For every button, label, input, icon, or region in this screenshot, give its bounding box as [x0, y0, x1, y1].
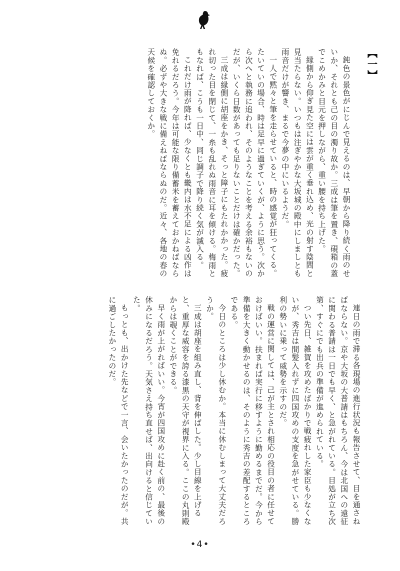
- page-number: •4•: [190, 540, 210, 550]
- crow-ornament-icon: [196, 10, 212, 30]
- paragraph: つい先日、雑賀を攻めたばかりで戦疲れした家臣も少なくないが、秀吉は間髪入れずに四国攻めの支度を急がせている。勝利の勢いに乗って威勢を示すのだ。: [278, 296, 313, 526]
- paragraph: 戦の運営に関しては、己が主とされ相応の役目の者に任せておけばいい。扶まれば実行に移すように勤めるまでだ。今から準備を大きく動かせるのは、そのように秀吉の差配するところである。: [229, 296, 276, 526]
- paragraph: 縁側から仰ぎ見た空には雲が重く垂れ込め、光の射す陰間と見当たらない。いつもは注ぎやかな大坂城の殿中にしましとも雨音だけが響き、まるで今夢の中にいるようだ。: [280, 48, 315, 278]
- paragraph: これだけ雨が降れば、少なくとも畿内は水不足による凶作は免れるだろう。今年は可能な限り備蓄米を蓄えておかねばならぬ。必ずや大きな戦に備えねばならぬのだ。近々、各地の春の天候を確認しておくか。: [146, 48, 193, 278]
- paragraph: 今日のところは少し休むか。本当に休むしまって大丈夫だろうか。: [205, 296, 227, 525]
- paragraph: 早く雨が上がればいい。今宵が四国攻めに赴く前の、最後の休みになるだろう。天気さえ持ち直せば、出向けると信じていた。: [132, 296, 166, 526]
- lower-text-block: [38, 296, 362, 528]
- paragraph: 鈍色の景色がにじんで見えるのは、早朝から降り続く雨のせいか、それとも己の目の濁り故か。三成は筆を置き、硯箱の蓋でこめかみと目元を押しながら、重い腰を持ち上げた。: [317, 48, 351, 278]
- paragraph: 連日の雨で滞る各現場の進行状況も報告させて、目を通さねばならない。京や大坂の大普請はもちろん、今は北国への遠征に関わる普請は一日でも早く、と急がれている。目処が立ち次第、すぐにでも出兵の準備が進められている。: [315, 296, 361, 526]
- paragraph: 三成は縁側に胡座をかき、そっと障子にもたれかかった。疲れ切った目を閉じて、一糸も乱れぬ雨音に耳を傾ける。梅雨ともなれば、こうも一日中、同じ調子で降り続く気が滅入る。: [195, 48, 229, 278]
- upper-text-block: [38, 48, 352, 278]
- paragraph: 三成は胡座を組み直し、背を伸ばした。少し目線を上げると、重厚な威容を誇る漆黒の天守が視界に入る。ここの丸則殿からは覗くことができる。: [168, 296, 203, 526]
- paragraph: もっとも、出かけた先などで一言、会いたかったのだが。共に過ごしたかったのだ。: [107, 296, 130, 525]
- chapter-heading: 【一】: [365, 48, 376, 81]
- paragraph: 一人で黙々と筆を走らせていると、時の感覚が狂ってくる。たいていの場合、時は足早に過ぎていくが、ように思う。次から次へと執務に追われ、そのようなことを考える余裕もないのだが、いくら日数があっても足りないことだけは確かだった。: [232, 48, 278, 278]
